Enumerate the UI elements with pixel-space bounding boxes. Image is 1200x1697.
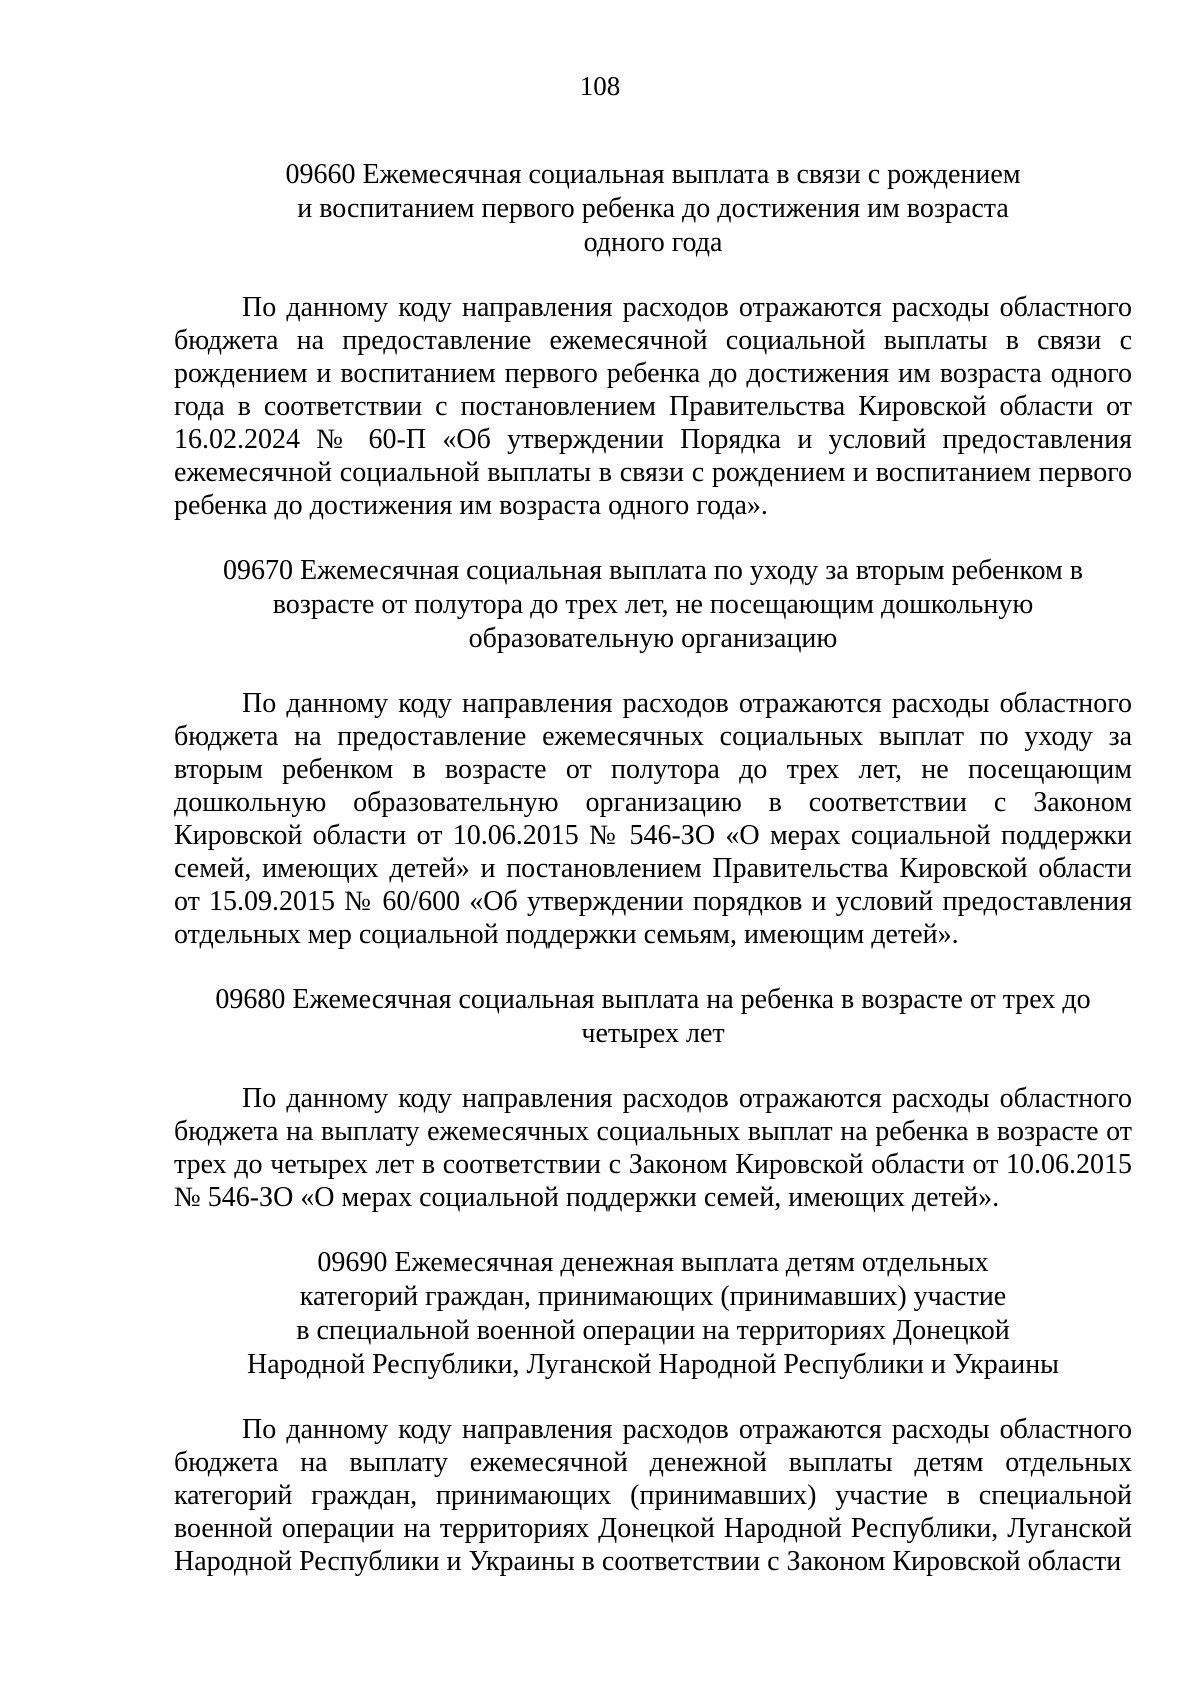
heading-line: одного года bbox=[583, 227, 723, 258]
heading-line: 09680 Ежемесячная социальная выплата на ребенка в возрасте от трех до bbox=[215, 984, 1091, 1015]
section-paragraph-09690: По данному коду направления расходов отражаются расходы областного бюджета на выплату ежемесячной денежной выплаты детям отдельных категорий граждан, принимающих (принимавших) участие в специальной военной операции на территориях Донецкой Народной Республики, Луганской Народной Республики и Украины в соответствии с Законом Кировской области bbox=[174, 1414, 1132, 1577]
section-paragraph-09660: По данному коду направления расходов отражаются расходы областного бюджета на предоставление ежемесячной социальной выплаты в связи с рождением и воспитанием первого ребенка до достижения им возраста одного года в соответствии с постановлением Правительства Кировской области от 16.02.2024 № 60-П «Об утверждении Порядка и условий предоставления ежемесячной социальной выплаты в связи с рождением и воспитанием первого ребенка до достижения им возраста одного года». bbox=[174, 292, 1132, 521]
heading-line: и воспитанием первого ребенка до достижения им возраста bbox=[297, 193, 1009, 224]
document-body bbox=[174, 158, 1132, 1578]
heading-line: возрасте от полутора до трех лет, не посещающим дошкольную bbox=[272, 589, 1034, 620]
heading-line: 09670 Ежемесячная социальная выплата по уходу за вторым ребенком в bbox=[223, 555, 1083, 586]
section-paragraph-09670: По данному коду направления расходов отражаются расходы областного бюджета на предоставление ежемесячных социальных выплат по уходу за вторым ребенком в возрасте от полутора до трех лет, не посещающим дошкольную образовательную организацию в соответствии с Законом Кировской области от 10.06.2015 № 546-ЗО «О мерах социальной поддержки семей, имеющих детей» и постановлением Правительства Кировской области от 15.09.2015 № 60/600 «Об утверждении порядков и условий предоставления отдельных мер социальной поддержки семьям, имеющим детей». bbox=[174, 688, 1132, 950]
heading-line: Народной Республики, Луганской Народной Республики и Украины bbox=[247, 1349, 1059, 1380]
section-heading-09680 bbox=[174, 983, 1132, 1051]
heading-line: в специальной военной операции на территориях Донецкой bbox=[296, 1315, 1010, 1346]
heading-line: категорий граждан, принимающих (принимавших) участие bbox=[299, 1281, 1007, 1312]
heading-line: четырех лет bbox=[581, 1018, 725, 1049]
heading-line: 09660 Ежемесячная социальная выплата в связи с рождением bbox=[285, 159, 1021, 190]
section-heading-09670 bbox=[174, 554, 1132, 656]
heading-line: образовательную организацию bbox=[468, 623, 838, 654]
section-heading-09660 bbox=[174, 158, 1132, 260]
heading-line: 09690 Ежемесячная денежная выплата детям отдельных bbox=[317, 1247, 989, 1278]
section-heading-09690 bbox=[174, 1246, 1132, 1382]
section-paragraph-09680: По данному коду направления расходов отражаются расходы областного бюджета на выплату ежемесячных социальных выплат на ребенка в возрасте от трех до четырех лет в соответствии с Законом Кировской области от 10.06.2015 № 546-ЗО «О мерах социальной поддержки семей, имеющих детей». bbox=[174, 1083, 1132, 1213]
page-number: 108 bbox=[579, 71, 621, 101]
